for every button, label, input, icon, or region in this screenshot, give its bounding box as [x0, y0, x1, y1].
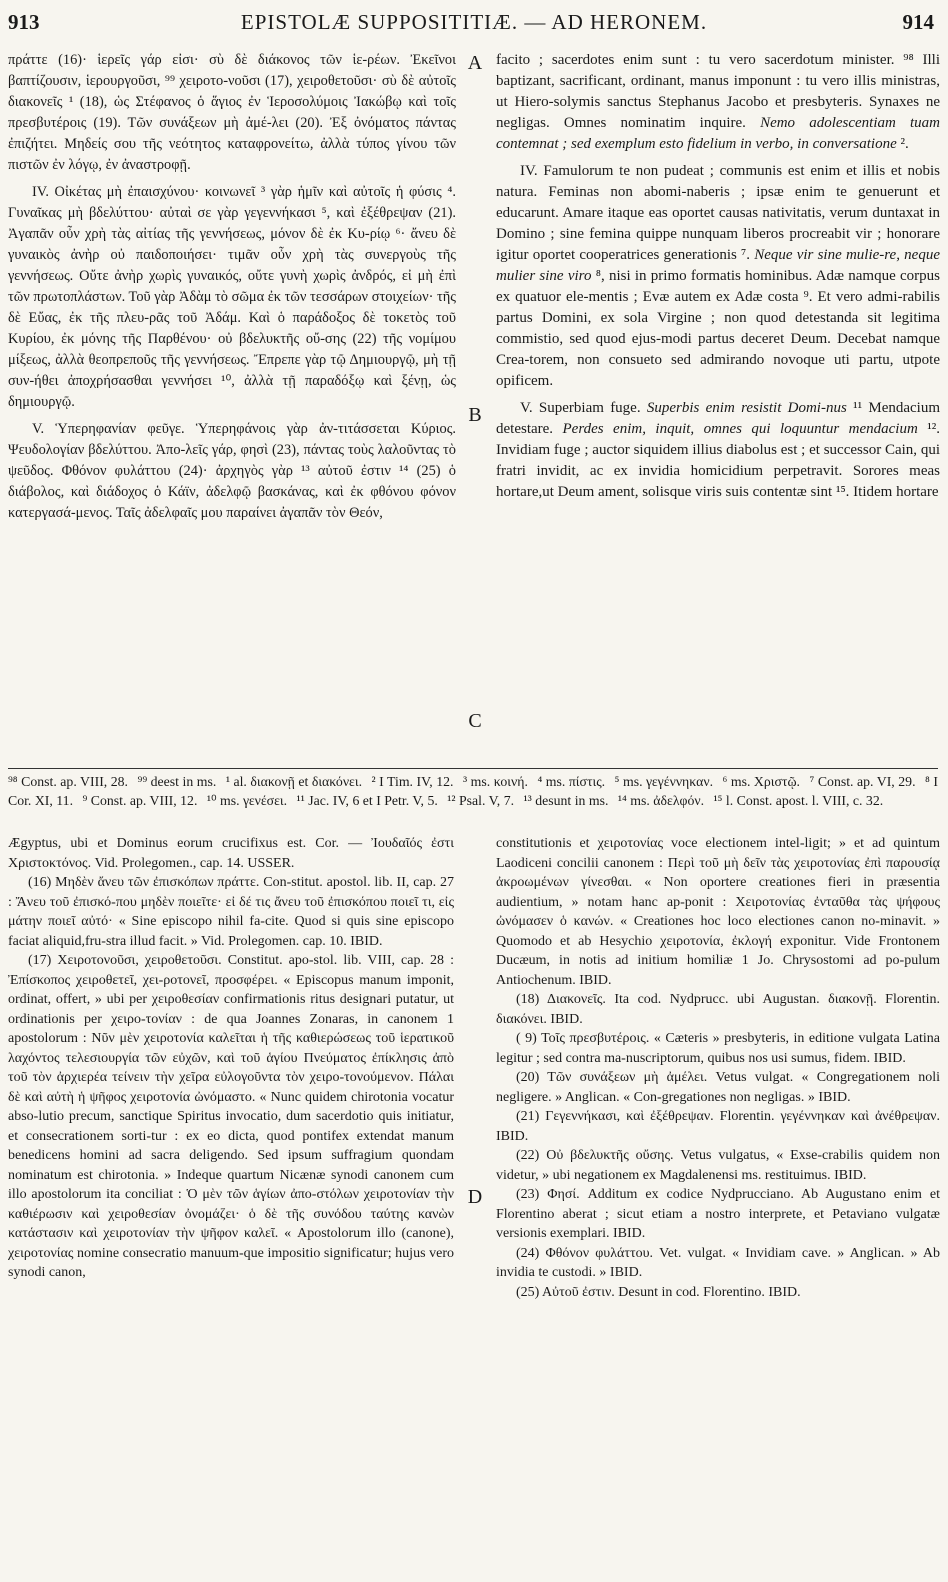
- latin-text: facito ; sacerdotes enim sunt : tu vero sacerdotum minister. ⁹⁸ Illi baptizant, sacrificant, ordinant, manus imponunt : tu vero illis ministras, ut Hiero-solymis sanctus Stephanus Jacobo et presbyteris. Synaxes ne negligas. Omnes nominatim inquire.: [496, 52, 940, 131]
- commentary-note: (16) Μηδὲν ἄνευ τῶν ἐπισκόπων πράττε. Con-stitut. apostol. lib. II, cap. 27 : Ἄνευ τοῦ ἐπισκό-που μηδὲν ποιεῖτε· εἰ δέ τις ἄνευ τοῦ ἐπισκόπου ποιεῖ τι, εἰς μάτην ποιεῖ αὐτό· « Sine episcopo nihil fa-cite. Quod si quis sine episcopo faciat aliquid,fru-stra illud facit. » Vid. Prolegomen. cap. 10. IBID.: [8, 875, 454, 949]
- commentary-note: (23) Φησί. Additum ex codice Nydprucciano. Ab Augustano enim et Florentino aberat ; sicut etiam a nostro interprete, et Petaviano vulgatæ versionis exemplari. IBID.: [496, 1187, 940, 1241]
- latin-quote: Superbis enim resistit Domi-nus: [646, 400, 847, 416]
- greek-paragraph: V. Ὑπερηφανίαν φεῦγε. Ὑπερηφάνοις γὰρ ἀν-τιτάσσεται Κύριος. Ψευδολογίαν βδελύττου. Ἀπο-λεῖς γάρ, φησὶ (23), πάντας τοὺς λαλοῦντας τὸ ψεῦδος. Φθόνον φυλάττου (24)· ἀρχηγὸς γὰρ ¹³ αὐτοῦ ἐστιν ¹⁴ (25) ὁ διάβολος, καὶ διάδοχος ὁ Κάϊν, ἀδελφῷ βασκάνας, καὶ ἐκ φθόνου φόνον κατεργασά-μενος. Ταῖς ἀδελφαῖς μου παραίνει ἀγαπᾶν τὸν Θεόν,: [8, 421, 456, 521]
- commentary-note: ( 9) Τοῖς πρεσβυτέροις. « Cæteris » presbyteris, in editione vulgata Latina legitur ; sed contra ma-nuscriptorum, quibus nos usi sumus, fidem. IBID.: [496, 1031, 940, 1066]
- commentary-note: (17) Χειροτονοῦσι, χειροθετοῦσι. Constitut. apo-stol. lib. VIII, cap. 28 : Ἐπίσκοπος χειροθετεῖ, χει-ροτονεῖ, προσφέρει. « Episcopus manum imponit, ordinat, offert, » ubi per χειροθεσίαν confirmationis ritus designari putatur, ut ordinationis per χειρο-τονίαν : de qua Joannes Zonaras, in canonem 1 apostolorum : Νῦν μὲν χειροτονία καλεῖται ἡ τῆς καθιερώσεως τοῦ ἱερατικοῦ λαχόντος τελεσιουργία τῶν εὐχῶν, καὶ τοῦ ἁγίου Πνεύματος ἐπίκλησις ἀπὸ τοῦ τὸν ἀρχιερέα τείνειν τὴν χεῖρα εὐλογοῦντα τὸν χειρο-τονούμενον. Πάλαι δὲ καὶ αὐτὴ ἡ ψῆφος χειροτονία ὠνόμαστο. « Nunc quidem chirotonia vocatur abso-lutio precum, sanctique Spiritus invocatio, dum sacerdotio quis initiatur, et consecrationem sorti-tur : ex eo dicta, quod pontifex extendat manum benedicens homini ad sacra deligendo. Sed ipsum suffragium quondam nominatum est chirotonia. » Indeque quartum Nicænæ synodi canonem cum illo apostolorum ita conciliat : Ὁ μὲν τῶν ἁγίων ἀπο-στόλων χειροτονίαν τὴν καθιέρωσιν καὶ χειροθεσίαν ὀνομάζει· ὁ δὲ τῆς συνόδου ταύτης κανὼν κατάστασιν καὶ χειροτονίαν τὴν ψῆφον καλεῖ. « Apostolorum illo (canone), χειροτονίας nomine consecratio manuum-que impositio significatur; hujus vero synodi canon,: [8, 953, 454, 1280]
- margin-letter-d: D: [467, 1186, 483, 1208]
- latin-text: ¹². Invidiam fuge ; auctor siquidem illius diabolus est ; et successor Cain, qui fratri invidit, ac ex invidia homicidium perpetravit. Sorores meas hortare,ut Deum ament, solisque viris suis contentæ sint ¹⁵. Itidem hortare: [496, 421, 940, 500]
- latin-quote: Nemo adolescentiam tuam contemnat ; sed exemplum esto fidelium in verbo, in conversatione: [496, 115, 940, 152]
- commentary-note: (18) Διακονεῖς. Ita cod. Nydprucc. ubi Augustan. διακονῇ. Florentin. διακόνει. IBID.: [496, 992, 940, 1027]
- latin-paragraph: [496, 50, 940, 155]
- footnotes: [8, 772, 938, 810]
- commentary-note: (22) Οὐ βδελυκτῆς οὔσης. Vetus vulgatus, « Exse-crabilis quidem non videtur, » ubi negationem ex Magdalenensi ms. restituimus. IBID.: [496, 1148, 940, 1183]
- greek-paragraph: πράττε (16)· ἱερεῖς γάρ εἰσι· σὺ δὲ διάκονος τῶν ἱε-ρέων. Ἐκεῖνοι βαπτίζουσιν, ἱερουργοῦσι, ⁹⁹ χειροτο-νοῦσι (17), χειροθετοῦσι· σὺ δὲ αὐτοῖς διακονεῖς ¹ (18), ὡς Στέφανος ὁ ἅγιος ἐν Ἱεροσολύμοις Ἰακώβῳ καὶ τοῖς πρεσβυτέροις (19). Τῶν συνάξεων μὴ ἀμέ-λει (20). Ἐξ ὀνόματος πάντας ἐπιζήτει. Μηδείς σου τῆς νεότητος καταφρονείτω, ἀλλὰ τύπος γίνου τῶν πιστῶν ἐν λόγῳ, ἐν ἀναστροφῇ.: [8, 52, 456, 173]
- footnote: ¹⁰ ms. γενέσει.: [206, 793, 288, 808]
- footnote: ⁸ I Cor. XI, 11.: [8, 774, 938, 808]
- latin-text: ¹¹ Mendacium detestare.: [496, 400, 941, 437]
- right-page-number: 914: [902, 10, 934, 34]
- footnote-divider: [8, 768, 938, 769]
- footnote: ³ ms. κοινή.: [463, 774, 528, 789]
- latin-text: ⁸, nisi in primo formatis hominibus. Adæ namque corpus ex quatuor ele-mentis ; Evæ autem ex Adæ costa ⁹. Et vero admi-rabilis partus Domini, ex sola Virgine ; non quod detestanda sit legitima commistio, sed quod ejus-modi partus deceret Deum. Decebat namque Crea-torem, non consueto sed admirando novoque uti partu, utpote opificem.: [496, 268, 940, 389]
- margin-letter-a: A: [467, 52, 483, 74]
- commentary-note: (20) Τῶν συνάξεων μὴ ἀμέλει. Vetus vulgat. « Congregationem noli negligere. » Anglican. « Con-gregationes non negligas. » IBID.: [496, 1070, 940, 1105]
- footnote: ⁹ Const. ap. VIII, 12.: [82, 793, 198, 808]
- footnote: ⁹⁸ Const. ap. VIII, 28.: [8, 774, 128, 789]
- latin-text: V. Superbiam fuge.: [520, 400, 647, 416]
- footnote: ¹¹ Jac. IV, 6 et I Petr. V, 5.: [296, 793, 438, 808]
- commentary-note: Ægyptus, ubi et Dominus eorum crucifixus est. Cor. — Ἰουδαῖός ἐστι Χριστοκτόνος. Vid. Prolegomen., cap. 14. USSER.: [8, 836, 454, 871]
- greek-paragraph: IV. Οἰκέτας μὴ ἐπαισχύνου· κοινωνεῖ ³ γὰρ ἡμῖν καὶ αὐτοῖς ἡ φύσις ⁴. Γυναῖκας μὴ βδελύττου· αὐταὶ σε γὰρ γεγεννήκασι ⁵, καὶ ἐξέθρεψαν (21). Ἀγαπᾶν οὖν χρὴ τὰς αἰτίας τῆς γεννήσεως, μόνον δὲ ἐκ Κυ-ρίῳ ⁶· ἄνευ δὲ γυναικὸς ἀνὴρ οὐ παιδοποιήσει· τιμᾶν οὖν χρὴ τὰς συνεργοὺς τῆς γεννήσεως. Οὔτε ἀνὴρ χωρὶς γυναικός, οὔτε γυνὴ χωρὶς ἀνδρός, εἰ μὴ ἐπὶ τῶν πρωτοπλάστων. Τοῦ γὰρ Ἀδὰμ τὸ σῶμα ἐκ τῶν τεσσάρων στοιχείων· τῆς δὲ Εὔας, ἐκ τῆς πλευ-ρᾶς τοῦ Ἀδάμ. Καὶ ὁ παράδοξος δὲ τοκετὸς τοῦ Κυρίου, ἐκ μόνης τῆς Παρθένου· οὐ βδελυκτῆς οὔ-σης (22) τῆς νομίμου μίξεως, ἀλλὰ θεοπρεποῦς τῆς γεννήσεως. Ἔπρεπε γὰρ τῷ Δημιουργῷ, μὴ τῇ συν-ήθει ἀποχρήσασθαι γεννήσει ¹⁰, ἀλλὰ τῇ παραδόξῳ καὶ ξένῃ, ὡς δημιουργῷ.: [8, 184, 456, 410]
- footnote: ⁹⁹ deest in ms.: [137, 774, 217, 789]
- commentary-note: constitutionis et χειροτονίας voce electionem intel-ligit; » et ad quintum Laodiceni concilii canonem : Περὶ τοῦ μὴ δεῖν τὰς χειροτονίας ἐπὶ παρουσίᾳ ἀκροωμένων γίνεσθαι. « Non oportere creationes fieri in præsentia audientium, » notam hanc ap-ponit : Χειροτονίας ἐνταῦθα τὰς ψήφους ὠνόμασεν ὁ κανών. « Creationes hoc loco electiones canon no-minavit. » Quomodo et ab Hesychio χειροτονία, ἐκλογή exponitur. Vide Frontonem Ducæum, in notis ad initium homiliæ 1 Jo. Chrysostomi ad po-pulum Antiochenum. IBID.: [496, 836, 940, 988]
- latin-text: IV. Famulorum te non pudeat ; communis est enim et illis et nobis natura. Feminas non abomi-naberis ; ipsæ enim te genuerunt et educarunt. Amare itaque eas oportet causas nativitatis, verum duntaxat in Domino ; sine femina quippe nunquam liberos procreabit vir ; honorare igitur oportet cooperatrices generationis ⁷.: [496, 163, 940, 263]
- greek-column: [8, 50, 456, 524]
- footnote: ⁴ ms. πίστις.: [537, 774, 606, 789]
- commentary-note: (21) Γεγεννήκασι, καὶ ἐξέθρεψαν. Florentin. γεγέννηκαν καὶ ἀνέθρεψαν. IBID.: [496, 1109, 940, 1144]
- latin-text: ².: [896, 136, 909, 152]
- footnote: ¹² Psal. V, 7.: [447, 793, 515, 808]
- latin-paragraph: [496, 398, 940, 503]
- margin-letter-b: B: [468, 404, 482, 426]
- margin-letter-c: C: [468, 710, 482, 732]
- left-page-number: 913: [8, 10, 40, 34]
- page-header: [0, 10, 948, 38]
- footnote: ¹ al. διακονῇ et διακόνει.: [225, 774, 363, 789]
- footnote: ² I Tim. IV, 12.: [371, 774, 454, 789]
- commentary-note: (25) Αὐτοῦ ἐστιν. Desunt in cod. Florentino. IBID.: [516, 1284, 801, 1300]
- latin-quote: Perdes enim, inquit, omnes qui loquuntur mendacium: [562, 421, 918, 437]
- notes-left-column: [8, 834, 454, 1283]
- latin-column: [496, 50, 940, 503]
- latin-quote: Neque vir sine mulie-re, neque mulier sine viro: [496, 247, 940, 284]
- footnote: ⁷ Const. ap. VI, 29.: [809, 774, 916, 789]
- footnote: ⁶ ms. Χριστῷ.: [722, 774, 800, 789]
- footnote: ⁵ ms. γεγέννηκαν.: [614, 774, 714, 789]
- running-title: EPISTOLÆ SUPPOSITITIÆ. — AD HERONEM.: [240, 10, 708, 34]
- commentary-note: (24) Φθόνον φυλάττου. Vet. vulgat. « Invidiam cave. » Anglican. » Ab invidia te custodi. » IBID.: [496, 1245, 940, 1280]
- footnote: ¹³ desunt in ms.: [523, 793, 609, 808]
- footnote: ¹⁴ ms. ἀδελφόν.: [617, 793, 705, 808]
- latin-paragraph: [496, 161, 940, 392]
- footnote: ¹⁵ l. Const. apost. l. VIII, c. 32.: [713, 793, 884, 808]
- notes-right-column: [496, 834, 940, 1302]
